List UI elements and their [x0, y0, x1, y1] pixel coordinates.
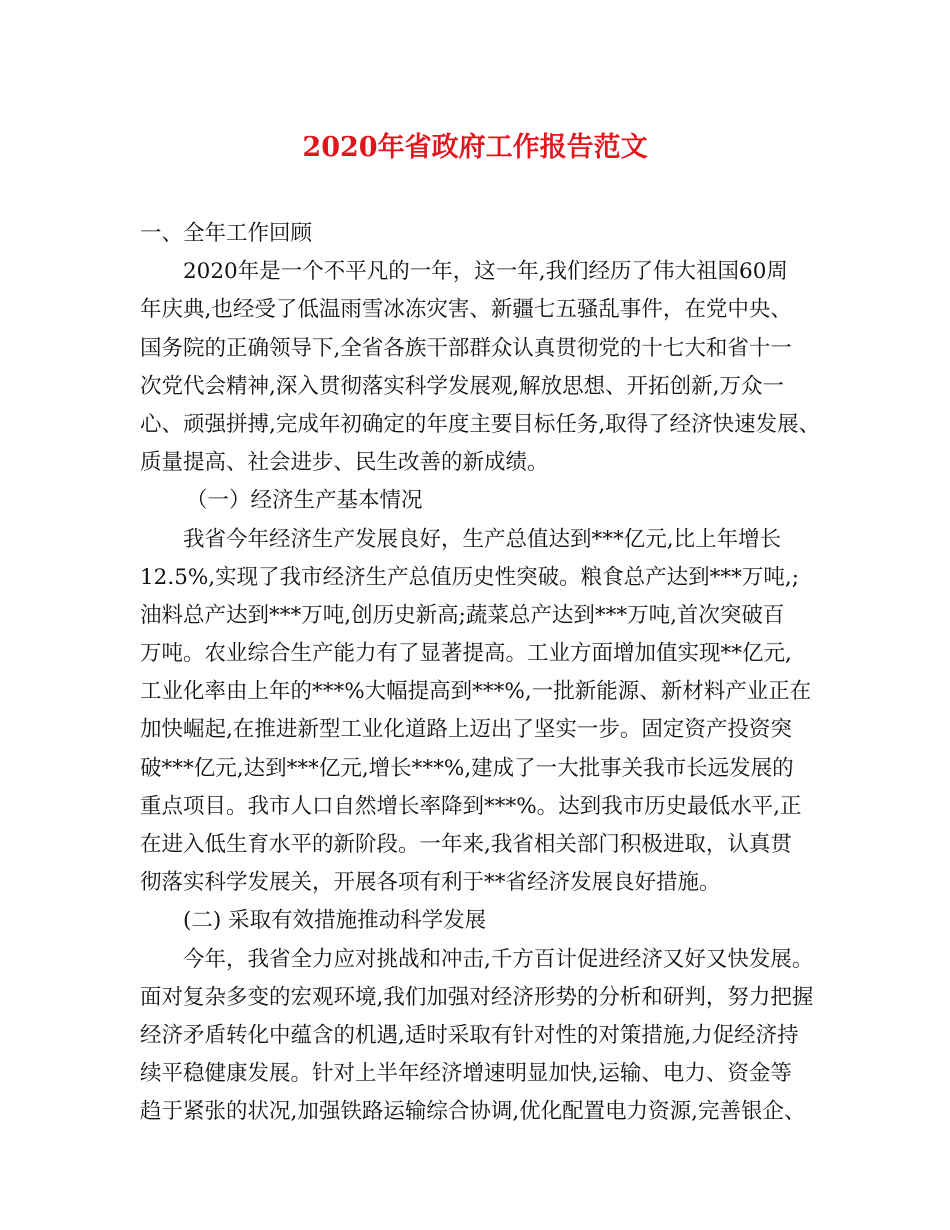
paragraph-line: 今年，我省全力应对挑战和冲击,千方百计促进经济又好又快发展。: [183, 946, 814, 972]
paragraph-line: 次党代会精神,深入贯彻落实科学发展观,解放思想、开拓创新,万众一: [140, 373, 785, 399]
paragraph-line: 趋于紧张的状况,加强铁路运输综合协调,优化配置电力资源,完善银企、: [140, 1099, 806, 1125]
paragraph-line: 彻落实科学发展关，开展各项有利于**省经济发展良好措施。: [140, 870, 721, 896]
paragraph-line: 国务院的正确领导下,全省各族干部群众认真贯彻党的十七大和省十一: [140, 335, 792, 361]
paragraph-line: 加快崛起,在推进新型工业化道路上迈出了坚实一步。固定资产投资突: [140, 717, 792, 743]
document-body: [140, 215, 830, 1132]
paragraph-line: 油料总产达到***万吨,创历史新高;蔬菜总产达到***万吨,首次突破百: [140, 602, 785, 628]
subsection-heading: （一）经济生产基本情况: [186, 488, 423, 514]
document-title: 2020年省政府工作报告范文: [302, 132, 648, 163]
paragraph-line: 在进入低生育水平的新阶段。一年来,我省相关部门积极进取，认真贯: [140, 832, 792, 857]
paragraph-line: 2020年是一个不平凡的一年，这一年,我们经历了伟大祖国60周: [183, 259, 788, 285]
paragraph-line: 工业化率由上年的***%大幅提高到***%,一批新能源、新材料产业正在: [140, 679, 812, 705]
paragraph-line: 年庆典,也经受了低温雨雪冰冻灾害、新疆七五骚乱事件，在党中央、: [140, 297, 792, 323]
paragraph-line: 续平稳健康发展。针对上半年经济增速明显加快,运输、电力、资金等: [140, 1061, 792, 1087]
paragraph-line: 重点项目。我市人口自然增长率降到***%。达到我市历史最低水平,正: [140, 793, 802, 819]
paragraph-line: 破***亿元,达到***亿元,增长***%,建成了一大批事关我市长远发展的: [140, 755, 794, 781]
paragraph-line: 面对复杂多变的宏观环境,我们加强对经济形势的分析和研判，努力把握: [140, 984, 814, 1010]
paragraph-line: 质量提高、社会进步、民生改善的新成绩。: [140, 450, 549, 476]
section-heading: 一、全年工作回顾: [140, 221, 313, 246]
paragraph-line: 经济矛盾转化中蕴含的机遇,适时采取有针对性的对策措施,力促经济持: [140, 1022, 799, 1048]
paragraph-line: 万吨。农业综合生产能力有了显著提高。工业方面增加值实现**亿元,: [140, 641, 792, 667]
paragraph-line: 心、顽强拼搏,完成年初确定的年度主要目标任务,取得了经济快速发展、: [140, 411, 821, 437]
paragraph-line: 12.5%,实现了我市经济生产总值历史性突破。粮食总产达到***万吨,;: [140, 564, 799, 590]
paragraph-line: 我省今年经济生产发展良好，生产总值达到***亿元,比上年增长: [183, 526, 782, 552]
subsection-heading: (二) 采取有效措施推动科学发展: [183, 908, 487, 934]
